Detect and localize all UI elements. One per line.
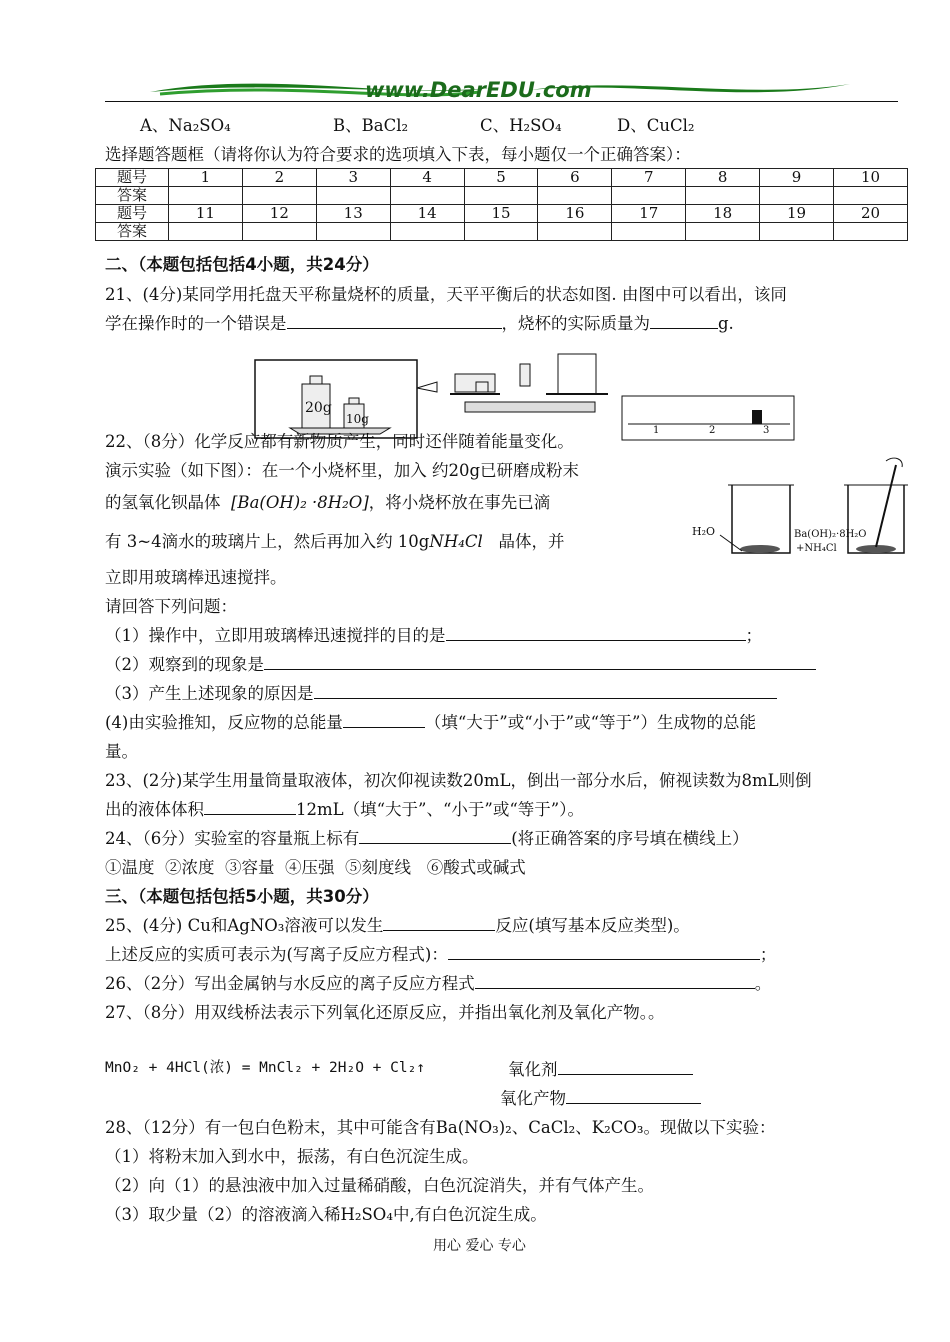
table-cell: 8 <box>686 169 760 187</box>
q26-end: 。 <box>754 974 772 993</box>
mix-label-2: +NH₄Cl <box>796 543 837 554</box>
q21-text-c: g. <box>718 314 734 333</box>
table-cell: 3 <box>316 169 390 187</box>
q25-text: 反应(填写基本反应类型)。 <box>495 916 690 935</box>
table-cell: 12 <box>242 205 316 223</box>
table-cell: 2 <box>242 169 316 187</box>
beaker-figure <box>690 455 920 560</box>
q22-line3 <box>105 489 550 513</box>
ruler-tick-2: 2 <box>709 425 716 436</box>
q22-blank-3[interactable] <box>314 682 777 699</box>
header-rule <box>105 101 898 102</box>
table-cell: 15 <box>464 205 538 223</box>
ruler-tick-1: 1 <box>653 425 660 436</box>
answer-cell[interactable] <box>242 223 316 241</box>
q22-text: 晶体，并 <box>498 532 565 551</box>
option-d: D、CuCl₂ <box>617 116 695 135</box>
table-cell: 6 <box>538 169 612 187</box>
table-cell: 7 <box>612 169 686 187</box>
answer-cell[interactable] <box>464 223 538 241</box>
table-row <box>96 223 908 241</box>
q22-text: 有 3~4滴水的玻璃片上，然后再加入约 10g <box>105 532 430 551</box>
table-cell: 4 <box>390 169 464 187</box>
q22-sub3-text: （3）产生上述现象的原因是 <box>105 684 314 703</box>
q27-product <box>500 1085 701 1109</box>
q22-sub4-text: (4)由实验推知，反应物的总能量 <box>105 713 343 732</box>
row-label: 题号 <box>96 205 169 223</box>
answer-cell[interactable] <box>834 223 908 241</box>
q21-blank-error[interactable] <box>287 312 502 329</box>
q26-text: 26、（2分）写出金属钠与水反应的离子反应方程式 <box>105 974 475 993</box>
answer-cell[interactable] <box>464 187 538 205</box>
q23-blank[interactable] <box>204 798 296 815</box>
q22-sub2-text: （2）观察到的现象是 <box>105 655 264 674</box>
q25-blank-type[interactable] <box>383 914 495 931</box>
answer-cell[interactable] <box>169 223 243 241</box>
q24-line1 <box>105 825 749 849</box>
site-logo-text: www.DearEDU.com <box>365 78 592 102</box>
q25-text: 上述反应的实质可表示为(写离子反应方程式)： <box>105 945 448 964</box>
answer-cell[interactable] <box>538 223 612 241</box>
row-label: 答案 <box>96 223 169 241</box>
q25-text: 25、(4分) Cu和AgNO₃溶液可以发生 <box>105 916 384 935</box>
q25-end: ； <box>759 945 777 964</box>
table-cell: 10 <box>834 169 908 187</box>
q24-options: ①温度 ②浓度 ③容量 ④压强 ⑤刻度线 ⑥酸式或碱式 <box>105 858 526 877</box>
q21-line1: 21、(4分)某同学用托盘天平称量烧杯的质量，天平平衡后的状态如图. 由图中可以看出，该同 <box>105 285 787 304</box>
q22-line4 <box>105 528 564 552</box>
q27-product-label: 氧化产物 <box>500 1089 566 1108</box>
option-a: A、Na₂SO₄ <box>140 116 231 135</box>
answer-cell[interactable] <box>686 223 760 241</box>
q22-sub1 <box>105 622 762 646</box>
option-b: B、BaCl₂ <box>333 116 409 135</box>
q22-line1: 22、（8分）化学反应都有新物质产生，同时还伴随着能量变化。 <box>105 432 574 451</box>
table-cell: 19 <box>760 205 834 223</box>
table-row <box>96 169 908 187</box>
q28-step1: （1）将粉末加入到水中，振荡，有白色沉淀生成。 <box>105 1147 479 1166</box>
q28-line1: 28、（12分）有一包白色粉末，其中可能含有Ba(NO₃)₂、CaCl₂、K₂CO₃。现做以下实验： <box>105 1118 776 1137</box>
q27-blank-product[interactable] <box>566 1087 701 1104</box>
answer-cell[interactable] <box>612 223 686 241</box>
answer-cell[interactable] <box>242 187 316 205</box>
q22-line2: 演示实验（如下图）：在一个小烧杯里，加入 约20g已研磨成粉末 <box>105 461 580 480</box>
q21-line2 <box>105 310 734 334</box>
weight-20g-label: 20g <box>305 400 332 416</box>
q27-oxidant <box>508 1056 693 1080</box>
q22-sub4-cont: 量。 <box>105 742 138 761</box>
q22-line5: 立即用玻璃棒迅速搅拌。 <box>105 568 287 587</box>
answer-cell[interactable] <box>834 187 908 205</box>
table-cell: 13 <box>316 205 390 223</box>
q27: 27、（8分）用双线桥法表示下列氧化还原反应，并指出氧化剂及氧化产物。。 <box>105 1003 665 1022</box>
answer-cell[interactable] <box>390 187 464 205</box>
weight-10g-label: 10g <box>346 412 369 426</box>
q22-blank-4[interactable] <box>343 711 425 728</box>
q22-sub1-text: （1）操作中，立即用玻璃棒迅速搅拌的目的是 <box>105 626 446 645</box>
q27-oxidant-label: 氧化剂 <box>508 1060 558 1079</box>
table-cell: 1 <box>169 169 243 187</box>
header-banner <box>150 70 850 110</box>
q28-step3: （3）取少量（2）的溶液滴入稀H₂SO₄中,有白色沉淀生成。 <box>105 1205 547 1224</box>
q22-sub1-end: ； <box>745 626 762 645</box>
table-cell: 20 <box>834 205 908 223</box>
section-2-title: 二、（本题包括包括4小题，共24分） <box>105 255 379 274</box>
q22-sub2 <box>105 651 816 675</box>
q21-text-a: 学在操作时的一个错误是 <box>105 314 287 333</box>
q25-blank-equation[interactable] <box>448 943 760 960</box>
q21-blank-mass[interactable] <box>650 312 718 329</box>
row-label: 答案 <box>96 187 169 205</box>
table-row <box>96 187 908 205</box>
table-cell: 18 <box>686 205 760 223</box>
table-cell: 5 <box>464 169 538 187</box>
q22-text: 的氢氧化钡晶体 <box>105 493 221 512</box>
table-cell: 14 <box>390 205 464 223</box>
table-cell: 9 <box>760 169 834 187</box>
answer-cell[interactable] <box>316 223 390 241</box>
answer-cell[interactable] <box>316 187 390 205</box>
q28-step2: （2）向（1）的悬浊液中加入过量稀硝酸，白色沉淀消失，并有气体产生。 <box>105 1176 654 1195</box>
row-label: 题号 <box>96 169 169 187</box>
answer-cell[interactable] <box>390 223 464 241</box>
option-c: C、H₂SO₄ <box>480 116 562 135</box>
q23-text: 12mL（填“大于”、“小于”或“等于”）。 <box>296 800 584 819</box>
q26 <box>105 970 771 994</box>
q22-blank-1[interactable] <box>446 624 746 641</box>
q22-ask: 请回答下列问题： <box>105 597 237 616</box>
section-3-title: 三、（本题包括包括5小题，共30分） <box>105 887 379 906</box>
mix-label-1: Ba(OH)₂·8H₂O <box>794 529 867 540</box>
q23-line1: 23、(2分)某学生用量筒量取液体，初次仰视读数20mL，倒出一部分水后，俯视读数为8mL则倒 <box>105 771 812 790</box>
answer-table <box>95 168 908 241</box>
answer-cell[interactable] <box>538 187 612 205</box>
h2o-label: H₂O <box>692 525 716 538</box>
answer-cell[interactable] <box>612 187 686 205</box>
table-cell: 16 <box>538 205 612 223</box>
q22-sub3 <box>105 680 777 704</box>
q22-blank-2[interactable] <box>264 653 816 670</box>
q23-text: 出的液体体积 <box>105 800 204 819</box>
footer-text: 用心 爱心 专心 <box>433 1238 526 1254</box>
answer-cell[interactable] <box>169 187 243 205</box>
answer-box-instruction: 选择题答题框（请将你认为符合要求的选项填入下表，每小题仅一个正确答案）： <box>105 145 691 164</box>
q26-blank[interactable] <box>475 972 755 989</box>
q23-line2 <box>105 796 584 820</box>
answer-cell[interactable] <box>760 223 834 241</box>
q27-equation: MnO₂ + 4HCl(浓) = MnCl₂ + 2H₂O + Cl₂↑ <box>105 1060 426 1076</box>
q24-text: 24、（6分）实验室的容量瓶上标有 <box>105 829 360 848</box>
table-cell: 11 <box>169 205 243 223</box>
q22-sub4-text: （填“大于”或“小于”或“等于”）生成物的总能 <box>424 713 756 732</box>
q24-blank[interactable] <box>359 827 511 844</box>
answer-cell[interactable] <box>686 187 760 205</box>
q22-sub4 <box>105 709 756 733</box>
q27-blank-oxidant[interactable] <box>558 1058 693 1075</box>
ruler-tick-3: 3 <box>763 425 770 436</box>
table-cell: 17 <box>612 205 686 223</box>
q24-text: (将正确答案的序号填在横线上） <box>511 829 749 848</box>
q21-text-b: ，烧杯的实际质量为 <box>501 314 650 333</box>
answer-cell[interactable] <box>760 187 834 205</box>
q22-text: ，将小烧杯放在事先已滴 <box>368 493 551 512</box>
formula-baoh2: [Ba(OH)₂ ·8H₂O] <box>231 493 369 512</box>
table-row <box>96 205 908 223</box>
q25-line2 <box>105 941 776 965</box>
formula-nh4cl: NH₄Cl <box>429 532 483 551</box>
q25-line1 <box>105 912 690 936</box>
